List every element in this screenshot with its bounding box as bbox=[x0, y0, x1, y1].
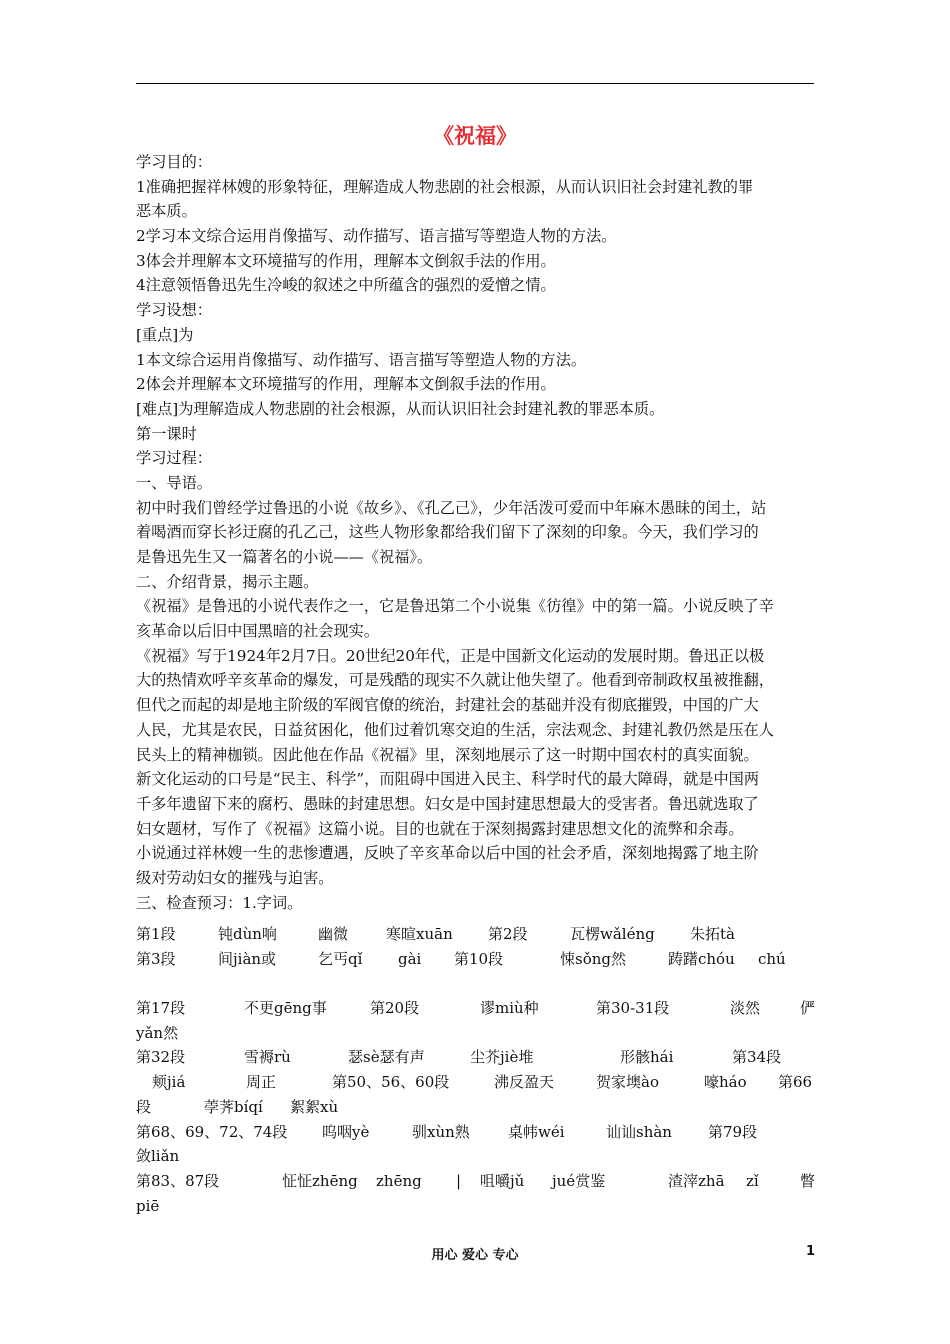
document-title: 《祝福》 bbox=[433, 124, 517, 148]
section-heading: 第一课时 bbox=[136, 424, 197, 443]
section-heading: 学习过程： bbox=[136, 449, 212, 468]
vocab-item: 幽微 bbox=[318, 925, 349, 943]
document-body bbox=[136, 150, 816, 915]
paragraph-line: 4注意领悟鲁迅先生冷峻的叙述之中所蕴含的强烈的爱憎之情。 bbox=[136, 276, 556, 295]
vocab-item: 第50、56、60段 bbox=[332, 1073, 450, 1092]
vocab-item: 荸荠bíqí bbox=[204, 1097, 263, 1116]
vocab-row bbox=[136, 996, 816, 1021]
header-rule bbox=[136, 83, 814, 84]
vocab-item: zǐ bbox=[746, 1171, 759, 1190]
vocab-item: 第79段 bbox=[708, 1122, 758, 1141]
vocab-item: 形骸hái bbox=[620, 1048, 674, 1067]
vocab-item: 呜咽yè bbox=[322, 1122, 370, 1141]
paragraph-line: 2学习本文综合运用肖像描写、动作描写、语言描写等塑造人物的方法。 bbox=[136, 227, 617, 246]
vocab-item: 第2段 bbox=[488, 925, 528, 943]
footer-slogan: 用心 爱心 专心 bbox=[431, 1248, 519, 1263]
paragraph-line: 妇女题材，写作了《祝福》这篇小说。目的也就在于深刻揭露封建思想文化的流弊和余毒。 bbox=[136, 819, 744, 838]
vocab-item: 不更gēng事 bbox=[244, 999, 327, 1018]
vocab-item: piē bbox=[136, 1196, 160, 1215]
vocab-item: 寒暄xuān bbox=[386, 925, 453, 943]
vocab-item: 雪褥rù bbox=[244, 1048, 291, 1067]
vocab-item: 讪讪shàn bbox=[606, 1122, 672, 1141]
vocab-item: 渣滓zhā bbox=[668, 1171, 725, 1190]
paragraph-line: 1准确把握祥林嫂的形象特征，理解造成人物悲剧的社会根源，从而认识旧社会封建礼教的罪 bbox=[136, 177, 754, 196]
paragraph-line: 《祝福》是鲁迅的小说代表作之一，它是鲁迅第二个小说集《彷徨》中的第一篇。小说反映了辛 bbox=[136, 597, 774, 616]
paragraph-line: 《祝福》写于1924年2月7日。20世纪20年代，正是中国新文化运动的发展时期。鲁迅正以极 bbox=[136, 646, 765, 665]
paragraph-line: 级对劳动妇女的摧残与迫害。 bbox=[136, 868, 334, 887]
vocab-item: 敛liǎn bbox=[136, 1147, 180, 1166]
paragraph-line: 着喝酒而穿长衫迂腐的孔乙己，这些人物形象都给我们留下了深刻的印象。今天，我们学习的 bbox=[136, 523, 759, 542]
vocab-item: 间jiàn或 bbox=[218, 949, 277, 968]
vocab-item: 周正 bbox=[246, 1073, 277, 1092]
paragraph-line: 亥革命以后旧中国黑暗的社会现实。 bbox=[136, 622, 379, 641]
vocab-item: 第32段 bbox=[136, 1048, 186, 1067]
section-heading: 三、检查预习：1.字词。 bbox=[136, 893, 303, 912]
vocab-row bbox=[136, 1144, 816, 1169]
vocab-item: 第20段 bbox=[370, 999, 420, 1018]
blank-line bbox=[136, 971, 816, 996]
vocab-item: 瞥 bbox=[800, 1171, 816, 1190]
vocab-item: 尘芥jiè堆 bbox=[470, 1048, 534, 1067]
paragraph-line: 是鲁迅先生又一篇著名的小说——《祝福》。 bbox=[136, 548, 433, 566]
vocab-item: 沸反盈天 bbox=[494, 1073, 555, 1092]
vocab-item: 第3段 bbox=[136, 949, 176, 968]
page-number: 1 bbox=[806, 1244, 816, 1259]
paragraph-line: 2体会并理解本文环境描写的作用，理解本文倒叙手法的作用。 bbox=[136, 375, 556, 394]
paragraph-line: 大的热情欢呼辛亥革命的爆发，可是残酷的现实不久就让他失望了。他看到帝制政权虽被推翻， bbox=[136, 671, 774, 690]
paragraph-line: 但代之而起的却是地主阶级的军阀官僚的统治，封建社会的基础并没有彻底摧毁，中国的广大 bbox=[136, 696, 759, 715]
vocab-item: 嚎háo bbox=[704, 1073, 747, 1092]
vocab-item: zhēng bbox=[376, 1171, 422, 1190]
vocab-row bbox=[136, 947, 816, 972]
vocab-item: 俨 bbox=[800, 999, 816, 1018]
vocab-item: 乞丐qǐ bbox=[318, 949, 363, 968]
paragraph-line: 初中时我们曾经学过鲁迅的小说《故乡》、《孔乙己》，少年活泼可爱而中年麻木愚昧的闰土，站 bbox=[136, 498, 767, 517]
section-heading: 学习设想： bbox=[136, 301, 212, 320]
paragraph-line: 3体会并理解本文环境描写的作用，理解本文倒叙手法的作用。 bbox=[136, 251, 556, 270]
vocab-item: 第1段 bbox=[136, 925, 176, 943]
paragraph-line: 千多年遗留下来的腐朽、愚昧的封建思想。妇女是中国封建思想最大的受害者。鲁迅就选取了 bbox=[136, 794, 759, 813]
paragraph-line: 民头上的精神枷锁。因此他在作品《祝福》里，深刻地展示了这一时期中国农村的真实面貌。 bbox=[136, 745, 759, 764]
vocab-item: 第66 bbox=[778, 1073, 813, 1092]
vocab-row bbox=[136, 1194, 816, 1219]
vocab-item: 淡然 bbox=[730, 999, 761, 1018]
vocab-item: 瑟sè瑟有声 bbox=[348, 1048, 425, 1067]
vocab-item: jué赏鉴 bbox=[552, 1171, 606, 1190]
vocab-row bbox=[136, 1120, 816, 1145]
vocab-row bbox=[136, 1045, 816, 1070]
paragraph-line: 1本文综合运用肖像描写、动作描写、语言描写等塑造人物的方法。 bbox=[136, 350, 587, 369]
vocab-item: 桌帏wéi bbox=[508, 1122, 565, 1141]
paragraph-line: [难点]为理解造成人物悲剧的社会根源，从而认识旧社会封建礼教的罪恶本质。 bbox=[136, 399, 665, 418]
vocab-item: 颊jiá bbox=[152, 1073, 186, 1092]
vocab-item: 段 bbox=[136, 1097, 152, 1116]
vocab-item: 怔怔zhēng bbox=[282, 1171, 358, 1190]
page-footer bbox=[0, 1244, 950, 1268]
vocab-item: 咀嚼jǔ bbox=[480, 1171, 525, 1190]
vocab-item: gài bbox=[398, 949, 422, 968]
vocab-item: 悚sǒng然 bbox=[560, 949, 626, 968]
paragraph-line: 新文化运动的口号是“民主、科学”，而阻碍中国进入民主、科学时代的最大障碍，就是中国两 bbox=[136, 770, 760, 789]
paragraph-line: [重点]为 bbox=[136, 325, 194, 344]
paragraph-line: 恶本质。 bbox=[136, 202, 197, 221]
vocabulary-list bbox=[136, 922, 816, 1218]
vocab-row bbox=[136, 1169, 816, 1194]
paragraph-line: 人民，尤其是农民，日益贫困化，他们过着饥寒交迫的生活，宗法观念、封建礼教仍然是压在人 bbox=[136, 720, 774, 739]
vocab-item: 第68、69、72、74段 bbox=[136, 1122, 288, 1141]
vocab-item: 钝dùn响 bbox=[218, 925, 277, 943]
vocab-item: chú bbox=[758, 949, 786, 968]
section-heading: 二、介绍背景，揭示主题。 bbox=[136, 572, 319, 591]
vocab-item: 驯xùn熟 bbox=[412, 1122, 470, 1141]
vocab-item: | bbox=[456, 1171, 462, 1190]
vocab-item: 贺家墺ào bbox=[596, 1073, 659, 1092]
vocab-item: 第10段 bbox=[454, 949, 504, 968]
section-heading: 一、导语。 bbox=[136, 473, 212, 492]
vocab-item: 第17段 bbox=[136, 999, 186, 1018]
vocab-row bbox=[136, 922, 816, 947]
vocab-item: 絮絮xù bbox=[290, 1097, 339, 1116]
vocab-item: 第83、87段 bbox=[136, 1171, 220, 1190]
vocab-item: yǎn然 bbox=[136, 1023, 179, 1042]
vocab-row bbox=[136, 1021, 816, 1046]
vocab-item: 朱拓tà bbox=[690, 925, 735, 943]
vocab-row bbox=[136, 1095, 816, 1120]
vocab-row bbox=[136, 1070, 816, 1095]
vocab-item: 踌躇chóu bbox=[668, 949, 735, 968]
vocab-item: 第30-31段 bbox=[596, 999, 670, 1018]
paragraph-line: 小说通过祥林嫂一生的悲惨遭遇，反映了辛亥革命以后中国的社会矛盾，深刻地揭露了地主阶 bbox=[136, 844, 759, 863]
vocab-item: 瓦楞wǎléng bbox=[570, 925, 655, 943]
paragraph-line: 学习目的： bbox=[136, 153, 212, 171]
vocab-item: 第34段 bbox=[732, 1048, 782, 1067]
vocab-item: 谬miù种 bbox=[480, 999, 539, 1018]
